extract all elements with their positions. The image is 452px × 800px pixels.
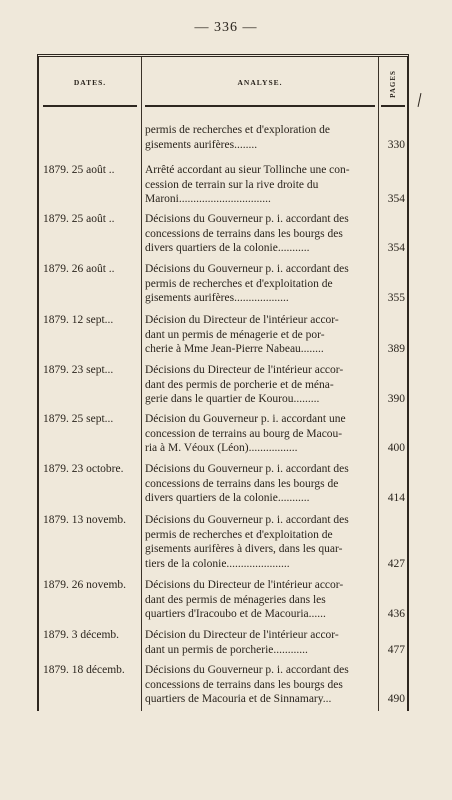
entry-date: 1879. 23 octobre. [43, 463, 124, 475]
analysis-line: cherie à Mme Jean-Pierre Nabeau........ [145, 343, 324, 355]
entry-analysis [145, 412, 377, 456]
analysis-line: dant des permis de porcherie et de ména- [145, 378, 334, 391]
entry-date: 1879. 25 sept... [43, 413, 114, 425]
entry-analysis [145, 663, 377, 707]
analyse-header: ANALYSE. [237, 77, 283, 87]
entry-analysis [145, 163, 377, 207]
entry-analysis [145, 462, 377, 506]
index-table [37, 54, 409, 711]
analysis-line: divers quartiers de la colonie........... [145, 492, 310, 504]
entry-page: 389 [387, 343, 405, 355]
analysis-line: Décisions du Gouverneur p. i. accordant des [145, 263, 349, 275]
entry-analysis [145, 513, 377, 571]
entry-date: 1879. 25 août .. [43, 213, 115, 225]
analysis-line: concessions de terrains dans les bourgs des [145, 227, 343, 240]
entry-analysis [145, 262, 377, 306]
entry-date: 1879. 18 décemb. [43, 664, 125, 676]
analysis-line: Maroni................................ [145, 193, 271, 205]
analysis-line: Décisions du Directeur de l'intérieur accor- [145, 364, 344, 376]
entry-page: 354 [387, 193, 405, 205]
entry-analysis [145, 123, 377, 152]
page-number: — 336 — [194, 20, 258, 35]
analysis-line: Décision du Directeur de l'intérieur accor- [145, 314, 339, 326]
entry-date: 1879. 23 sept... [43, 364, 114, 376]
analysis-line: Décision du Directeur de l'intérieur accor- [145, 629, 339, 641]
analysis-line: permis de recherches et d'exploitation de [145, 528, 333, 541]
analysis-line: permis de recherches et d'exploration de [145, 124, 331, 136]
entry-page: 414 [387, 492, 405, 504]
entry-page: 390 [387, 393, 405, 405]
analysis-line: cession de terrain sur la rive droite du [145, 178, 319, 191]
margin-pencil-mark [418, 93, 422, 107]
analysis-line: Décisions du Gouverneur p. i. accordant des [145, 664, 349, 676]
analysis-line: Arrêté accordant au sieur Tollinche une con- [145, 164, 350, 176]
analysis-line: Décisions du Gouverneur p. i. accordant des [145, 463, 349, 475]
analysis-line: quartiers d'Iracoubo et de Macouria...... [145, 608, 326, 620]
entry-page: 400 [387, 442, 405, 454]
entry-date: 1879. 13 novemb. [43, 514, 127, 526]
entry-page: 427 [387, 557, 405, 570]
entry-date: 1879. 26 août .. [43, 263, 115, 275]
analysis-line: Décisions du Gouverneur p. i. accordant des [145, 514, 349, 526]
pages-header-rule [381, 105, 405, 107]
analysis-line: Décisions du Directeur de l'intérieur accor- [145, 579, 344, 591]
analysis-line: permis de recherches et d'exploitation de [145, 277, 333, 290]
entry-page: 355 [387, 292, 405, 304]
entry-page: 490 [387, 693, 405, 705]
analysis-line: dant des permis de ménageries dans les [145, 593, 326, 606]
dates-column-divider [141, 57, 142, 711]
entry-date: 1879. 3 décemb. [43, 629, 120, 641]
pages-header: PAGES [388, 69, 397, 98]
entry-page: 436 [387, 608, 405, 620]
analysis-line: tiers de la colonie...................... [145, 557, 290, 570]
entry-analysis [145, 363, 377, 407]
entry-analysis [145, 313, 377, 357]
analysis-line: dant un permis de porcherie............ [145, 643, 308, 656]
entry-page: 477 [387, 643, 405, 656]
analysis-line: gisements aurifères à divers, dans les quar- [145, 543, 343, 555]
analysis-line: concession de terrains au bourg de Macou- [145, 427, 343, 440]
entry-analysis [145, 628, 377, 657]
analysis-line: divers quartiers de la colonie........... [145, 242, 310, 254]
analysis-line: quartiers de Macouria et de Sinnamary... [145, 693, 332, 705]
analysis-line: dant un permis de ménagerie et de por- [145, 328, 325, 341]
analysis-line: ria à M. Véoux (Léon)................. [145, 442, 298, 454]
analysis-line: concessions de terrains dans les bourgs de [145, 477, 339, 490]
analysis-line: gisements aurifères........ [145, 138, 258, 151]
entry-analysis [145, 578, 377, 622]
entry-date: 1879. 26 novemb. [43, 579, 127, 591]
dates-header-rule [43, 105, 137, 107]
entry-analysis [145, 212, 377, 256]
entry-date: 1879. 12 sept... [43, 314, 114, 326]
analysis-line: concessions de terrains dans les bourgs des [145, 678, 343, 691]
analysis-line: gisements aurifères................... [145, 292, 289, 304]
entry-date: 1879. 25 août .. [43, 164, 115, 176]
analysis-line: Décisions du Gouverneur p. i. accordant des [145, 213, 349, 225]
analysis-line: Décision du Gouverneur p. i. accordant une [145, 413, 346, 425]
analyse-header-rule [145, 105, 375, 107]
entry-page: 354 [387, 242, 405, 254]
dates-header: DATES. [73, 77, 107, 87]
analysis-line: gerie dans le quartier de Kourou......... [145, 393, 320, 405]
entry-page: 330 [387, 138, 405, 151]
